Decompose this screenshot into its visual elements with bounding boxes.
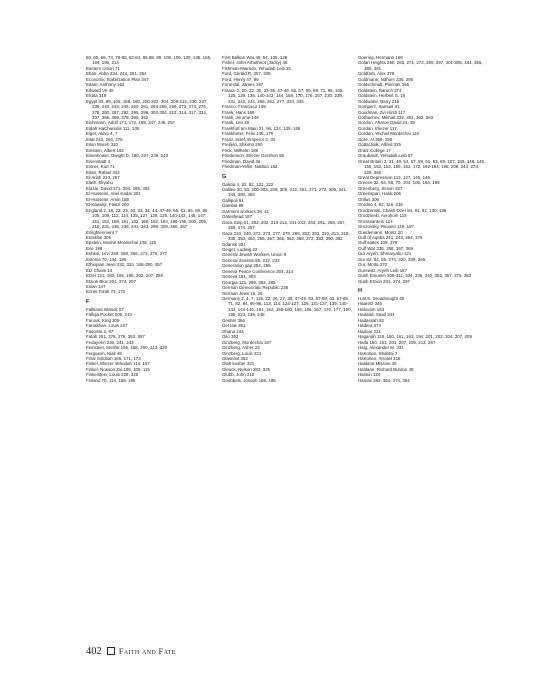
section-letter: H xyxy=(358,288,363,295)
index-entry: Goodman, Zvi Hirsh 117 xyxy=(358,109,406,115)
index-entry: HaKohen, Yisrael 216 xyxy=(358,356,401,362)
index-entry: Gulf War 336, 358, 367, 369 xyxy=(358,245,413,251)
index-entry: Grodzinski, Avrohom 115 xyxy=(358,213,407,219)
index-entry: Elath, Eliyahu xyxy=(86,180,113,186)
index-entry: Feinstein, Moshe 155, 158, 290, 313, 320 xyxy=(86,345,168,351)
index-entry: Haganah 118, 160, 161, 163, 194, 201, 202, 204, 207, 209 xyxy=(358,334,472,340)
index-entry: Elazar, David 271, 294, 295, 302 xyxy=(86,185,150,191)
index-entry: Greece 32, 54, 55, 70, 104, 105, 164, 198 xyxy=(358,180,440,186)
index-entry: Geneva 151, 303 xyxy=(222,274,256,280)
index-entry: Friedman, David 36 xyxy=(222,158,261,164)
index-entry: Estonia 70, 144, 195 xyxy=(86,256,127,262)
index-entry: Haifa 160, 161, 201, 207, 209, 213, 267 xyxy=(358,339,436,345)
index-entry: El-Arish 210, 267 xyxy=(86,174,120,180)
index-entry: Haig, Alexander M. 331 xyxy=(358,345,404,351)
index-entry: Eban, Abba 234, 244, 261, 264 xyxy=(86,71,147,77)
index-entry: Gateshead 187 xyxy=(222,214,253,220)
index-entry: Fedayeen 240, 241, 243 xyxy=(86,339,134,345)
index-entry: Final Solution 166, 171, 173 xyxy=(86,356,141,362)
index-entry: Goldfarb, Alex 378 xyxy=(358,71,395,77)
index-entry: Golan Heights 260, 263, 271, 272, 295, 297, 301-305, 344, 366, 380, 381 xyxy=(358,60,483,71)
index-entry: German Democratic Republic 235 xyxy=(222,285,289,291)
section-letter: G xyxy=(222,173,227,180)
index-entry: Gaza Strip 61, 202, 202, 210-212, 241-243, 263, 261, 266, 267, 269, 274, 287 xyxy=(222,219,346,231)
index-entry: Garment workers 38, 41 xyxy=(222,208,270,214)
index-entry: Ford, Henry 47, 99 xyxy=(222,76,259,82)
index-entry: Ford, Gerald R. 307, 336 xyxy=(222,71,271,77)
index-entry: Glubb, John 210 xyxy=(222,372,255,378)
index-entry: England 2, 18, 22, 23, 30, 33, 34, 44, 47-49, 55, 61, 65, 69, 96, 105, 106, 112, 114, 125, 127, 129, 135, 140-142, 145, 147, 151, 152, 158, 161, 162, 166, 192, 193, 195-196, 200, 209, 210, 231, 236, 239, 241, 243, 298, 329, 366, 367 xyxy=(86,207,209,230)
index-entry: Grodzenski, Chaim Ozer 84, 91, 92, 130, 135 xyxy=(358,207,447,213)
index-entry: Georgia 121, 289, 352, 385 xyxy=(222,279,276,285)
index-entry: Etzel 131, 183, 194, 195, 202, 207, 259 xyxy=(86,273,163,279)
index-entry: Efrata 319 xyxy=(86,93,107,99)
index-entry: Enlightenment 7 xyxy=(86,229,118,235)
index-entry: Frankfurt am Main 21, 96, 124, 125, 156 xyxy=(222,125,301,131)
index-entry: Haaretz 345 xyxy=(358,301,382,307)
index-entry: Geiger, Ludwig 22 xyxy=(222,246,258,252)
index-entry: Franco, Francisco 139 xyxy=(222,104,266,110)
index-entry: Gambia 98 xyxy=(222,203,244,209)
index-entry: Hadoar 221 xyxy=(358,328,381,334)
index-entry: Erie 198 xyxy=(86,245,103,251)
index-entry: Etz Chaim 14 xyxy=(86,267,113,273)
index-entry: Gesher 366 xyxy=(222,317,245,323)
index-entry: Eilon Moreh 310 xyxy=(86,142,118,148)
index-entry: Fascism 2, 97 xyxy=(86,328,114,334)
index-entry: Eisner, Kurt 71 xyxy=(86,164,115,170)
page-footer xyxy=(86,645,176,657)
index-entry: Ginzberg, Mordechai 187 xyxy=(222,339,272,345)
index-entry: Eilat 243, 264, 376 xyxy=(86,136,123,142)
index-entry: Gratz College 17 xyxy=(358,147,391,153)
index-entry: Glasnost 352 xyxy=(222,356,248,362)
index-entry: Gore, Al 359, 395 xyxy=(358,136,393,142)
index-entry: Forrestal, James 197 xyxy=(222,82,264,88)
index-entry: Evian 147 xyxy=(86,284,106,290)
index-entry: Grodno 4, 82, 116, 216 xyxy=(358,202,403,208)
index-entry: Ginzberg, Louis 221 xyxy=(222,350,262,356)
index-entry: Gush Etzion 201, 274, 297 xyxy=(358,278,410,284)
index-entry: Frick, Wilhelm 189 xyxy=(222,147,259,153)
index-entry: Great Britain 2, 21, 49, 54, 57, 59, 61, 63, 69, 107, 108, 148, 149, 150, 152, 153, 159, 163, 172, 192-194, 196, 206, 244, 273, 329, 366 xyxy=(358,158,486,175)
index-entry: Ghana 244 xyxy=(222,328,244,334)
index-entry: Gordon, Aharon David 24, 25 xyxy=(358,120,415,126)
box-ornament-icon xyxy=(107,647,115,655)
index-entry: Ezras Torah 73, 172 xyxy=(86,289,126,295)
index-entry: Grossvardein 124 xyxy=(358,218,393,224)
index-entry: Hamas 353, 354, 374, 384 xyxy=(358,377,410,383)
index-entry: Gilo 393 xyxy=(222,334,239,340)
index-entry: Einstein, Albert 162 xyxy=(86,147,124,153)
index-entry: H.M.S. Dreadnought 48 xyxy=(358,296,405,302)
index-entry: Farouk, King 209 xyxy=(86,317,120,323)
index-entry: Hadassah 52 xyxy=(358,317,384,323)
index-entry: Goldstein, Baruch 374 xyxy=(358,87,402,93)
index-entry: Etzion Bloc 201, 274, 297 xyxy=(86,278,137,284)
index-entry: Gordon, Eliezer 117 xyxy=(358,125,397,131)
index-entry: Grillus 306 xyxy=(358,196,379,202)
index-entry: Fishman-Maimon, Yehudah Leib 21 xyxy=(222,65,292,71)
index-entry: Gur, Motta 270 xyxy=(358,262,388,268)
index-entry: Grozovsky, Reuven 119, 187 xyxy=(358,224,414,230)
index-entry: Get law 361 xyxy=(222,323,246,329)
index-entry: El-Kawukji, Fawzi 200 xyxy=(86,202,129,208)
index-entry: Haldane Mission 49 xyxy=(358,361,397,367)
index-entry: 50, 60, 69, 73, 78-80, 82-84, 86-88, 90, 106, 109, 130, 135, 166, 184, 196, 214 xyxy=(86,55,212,66)
index-entry: Goldstein, Herbert S. 19 xyxy=(358,93,406,99)
index-entry: Entebbe 309 xyxy=(86,234,111,240)
index-entry: General Zionists 88, 212, 233 xyxy=(222,257,280,263)
index-entry: Eiger, Akiva 4, 7 xyxy=(86,131,118,137)
index-entry: Gleuck, Nelson 283, 325 xyxy=(222,366,271,372)
index-entry: Halmin 124 xyxy=(358,372,381,378)
index-entry: Freifeld, Shlomo 290 xyxy=(222,142,263,148)
index-entry: Gallipoli 61 xyxy=(222,197,244,203)
index-entry: Geneva Peace Conference 304, 314 xyxy=(222,268,294,274)
index-entry: Graubardt, Yehudah Leib 87 xyxy=(358,153,413,159)
index-entry: Economic Stabilization Plan 347 xyxy=(86,76,149,82)
index-entry: Eastern Union 71 xyxy=(86,65,120,71)
index-entry: Frank, Jerome 146 xyxy=(222,114,259,120)
index-entry: El-Husseini, Abel Kadar 201 xyxy=(86,191,141,197)
index-entry: Gdansk 331 xyxy=(222,241,246,247)
index-entry: General Jewish Workers Union 9 xyxy=(222,252,287,258)
index-entry: Gottschalk, Alfred 325 xyxy=(358,142,401,148)
index-entry: Gorbachev, Mikhail 332, 352, 362, 363 xyxy=(358,114,434,120)
index-entry: Gulf of Aqaba 241, 243, 264, 376 xyxy=(358,234,423,240)
index-entry: Haddad, Saad 344 xyxy=(358,312,395,318)
index-entry: Eshkol, Levi 259, 263, 266, 273, 276, 277 xyxy=(86,251,168,257)
index-entry: Gaza 210, 240, 272, 273, 277, 278, 286, 292, 293, 310, 313, 318, 335, 353, 354, 356, 357, 360, 362, 368, 372, 383, 390, 392 xyxy=(222,230,350,242)
index-entry: German Jews 16, 26 xyxy=(222,290,263,296)
index-entry: Gomperz, Samuel 41 xyxy=(358,104,400,110)
index-entry: HaKohen, Shabtai 7 xyxy=(358,350,398,356)
index-entry: Gur 82, 84, 85, 274, 320, 339, 365 xyxy=(358,256,426,262)
index-entry: Great Depression 113, 127, 145, 146 xyxy=(358,174,430,180)
index-entry: Gurewitz, Aryeh Leib 187 xyxy=(358,267,408,273)
index-entry: Gur Aryeh, Shmaryahu 121 xyxy=(358,251,412,257)
index-entry: Goldschmidt, Pinchas 365 xyxy=(358,82,410,88)
index-entry: Guedemann, Moritz 20 xyxy=(358,229,403,235)
index-entry: Hadera 374 xyxy=(358,323,381,329)
index-column-2 xyxy=(222,55,352,635)
index-entry: Finkel, Nosson Zvi 108, 109, 115 xyxy=(86,366,150,372)
index-entry: Ethiopian Jews 332, 334, 348-350, 357 xyxy=(86,262,163,268)
index-entry: Galicia 4, 32, 82, 121, 122 xyxy=(222,181,274,187)
index-column-3 xyxy=(358,55,488,635)
index-entry: Friedman-Yellin, Nathan 162 xyxy=(222,164,278,170)
index-entry: Gordon, Yechiel Mordechai 116 xyxy=(358,131,419,137)
index-entry: Gulf states 108, 378 xyxy=(358,240,398,246)
index-entry: Finkel, Eliezer Yehudah 114, 187 xyxy=(86,361,150,367)
index-entry: Finkelstein, Louis 228, 326 xyxy=(86,372,139,378)
index-entry: Frankfurter, Felix 145, 170 xyxy=(222,131,274,137)
index-entry: Farrakhan, Louis 257 xyxy=(86,323,128,329)
index-entry: Frank, Hans 169 xyxy=(222,109,255,115)
index-entry: Eitan, Rafael 342 xyxy=(86,169,120,175)
index-entry: Haldane, Richard Burdon 49 xyxy=(358,366,414,372)
index-entry: Falluja Pocket 209, 210 xyxy=(86,312,132,318)
index-entry: Goldmann, Nahum 236, 290 xyxy=(358,76,414,82)
index-entry: Edam, Anthony 162 xyxy=(86,82,125,88)
running-head: Faith and Fate xyxy=(118,646,176,656)
index-entry: Epstein, Moshe Mordechai 109, 115 xyxy=(86,240,156,246)
index-entry: Goebbels, Joseph 168, 186 xyxy=(222,377,276,383)
index-entry: Eisenhower, Dwight D. 190, 237, 239, 243 xyxy=(86,153,169,159)
index-entry: Eisenstadt 4 xyxy=(86,158,111,164)
index-entry: Eidah HaCharedis 111, 135 xyxy=(86,125,140,131)
index-entry: Egypt 33, 69, 106, 158, 160, 200-202, 204, 208-212, 230, 237, 238, 240, 243, 245, 260, 261, 263-266, 269, 273, 274, 276, 278, 280, 287, 292, 295, 298, 302-304, 313, 314, 317, 334, 337, 366, 369, 378, 390, 392 xyxy=(86,98,208,120)
section-letter: F xyxy=(86,298,90,305)
index-entry: Habonim 153 xyxy=(358,306,385,312)
index-entry: Greenberg, Simon 327 xyxy=(358,185,403,191)
index-entry: El-Husseini, Amin 188 xyxy=(86,196,129,202)
page-number: 402 xyxy=(86,645,102,657)
index-entry: Friedenson, Eliezer Gershon 66 xyxy=(222,153,284,159)
index-entry: Germany 2, 4, 7, 115, 22, 26, 27, 30, 47-49, 53, 57-59, 63, 67-69, 71, 82, 84, 95-96, 113, 114, 124-127, 129, 131-137, 139, 140-142, 144-146, 151, 152, 158-160, 165, 166, 167, 170, 177, 190, 195, 223, 235, 248 xyxy=(222,296,352,318)
index-entry: France 2, 20, 22, 30, 33-35, 47-49, 55, 57, 59, 69, 71, 96, 105, 125, 129, 135, 140-142, 144, 158, 170, 176, 207, 230, 239, 241, 243, 244, 255, 262, 277, 333, 335 xyxy=(222,87,344,104)
index-entry: First Balkan War 49, 54, 105, 129 xyxy=(222,55,288,60)
index-entry: Goering, Hermann 168 xyxy=(358,55,403,60)
index-entry: Ginzberg, Asher 23 xyxy=(222,345,260,351)
index-entry: Franz Josef, Emperor 2, 32 xyxy=(222,136,276,142)
index-entry: Finland 70, 114, 159, 195 xyxy=(86,377,136,383)
index-entry: Generation gap 254, 255 xyxy=(222,263,271,269)
index-entry: Galilee 30, 53, 200-203, 208, 209, 212, 261, 271, 272, 306, 341, 344, 380, 384 xyxy=(222,186,347,198)
index-entry: Falkland Islands 57 xyxy=(86,306,124,312)
index-entry: Goldwater, Barry 215 xyxy=(358,98,400,104)
index-entry: Greenspan, Hank 206 xyxy=(358,191,401,197)
index-entry: Fisher, John Arbuthnot (Jacky) 46 xyxy=(222,60,288,66)
index-entry: Fatah 261, 276, 279, 353, 357 xyxy=(86,334,145,340)
index-entry: Eichmann, Adolf 171, 172, 198, 247, 248, 257 xyxy=(86,120,176,126)
index-entry: Ferguson, Niall 49 xyxy=(86,350,122,356)
index-entry: Glatt kosher 321 xyxy=(222,361,255,367)
index-entry: Edward VII 49 xyxy=(86,87,114,93)
index-entry: Frank, Leo 48 xyxy=(222,120,250,126)
index-column-1 xyxy=(86,55,216,635)
index-entry: Gush Emunim 309-311, 334, 335, 340, 353, 357, 376, 383 xyxy=(358,273,472,279)
index-columns xyxy=(86,55,488,635)
